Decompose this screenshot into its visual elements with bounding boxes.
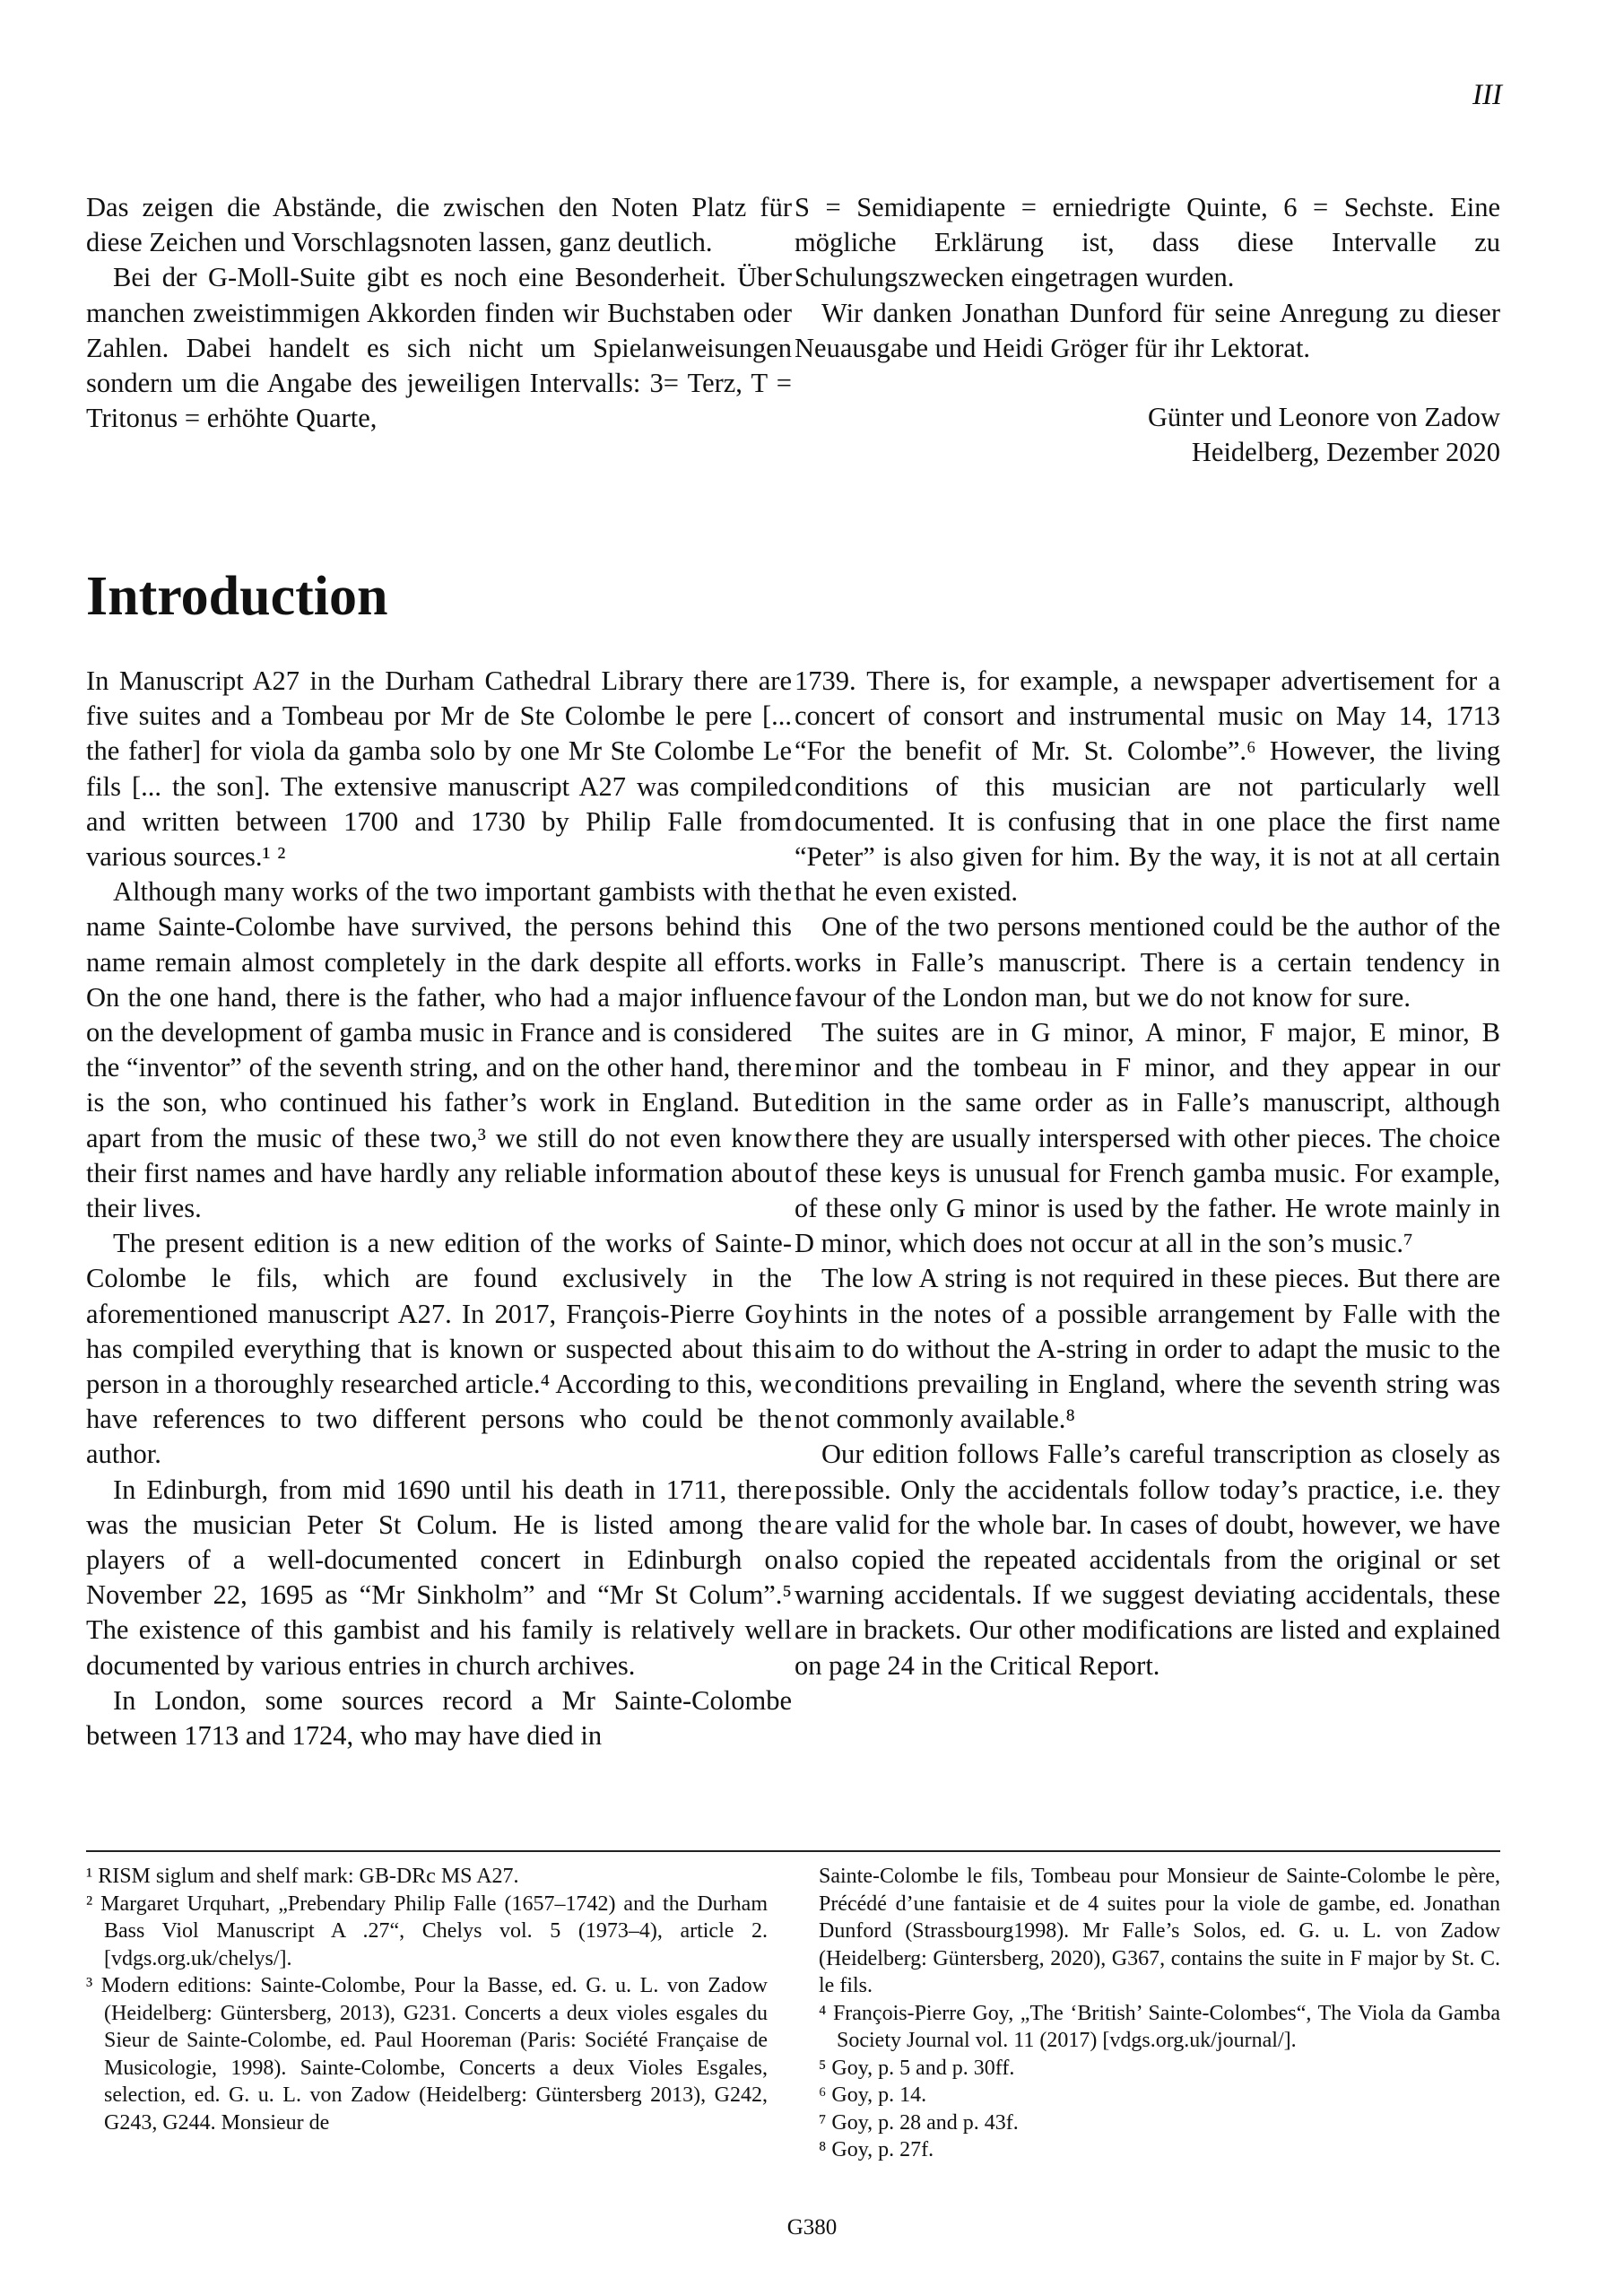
preface-paragraph: Bei der G-Moll-Suite gibt es noch eine Besonderheit. Über manchen zweistimmigen Akkorden finden wir Buchstaben oder Zahlen. Dabei handelt es sich nicht um Spielanweisungen sondern um die Angabe des jeweiligen Intervalls: 3= Terz, T = Tritonus = erhöhte Quarte, bbox=[86, 262, 792, 434]
footnotes-left bbox=[86, 1863, 768, 2136]
catalogue-number: G380 bbox=[786, 2215, 838, 2239]
intro-paragraph: The low A string is not required in these pieces. But there are hints in the notes of a possible arrangement by Falle with the aim to do without the A-string in order to adapt the music to the conditions prevailing in England, where the seventh string was not commonly available.⁸ bbox=[795, 1263, 1500, 1435]
footnote: ⁵ Goy, p. 5 and p. 30ff. bbox=[819, 2056, 1015, 2080]
intro-paragraph: In London, some sources record a Mr Sainte-Colombe between 1713 and 1724, who may have died in bbox=[86, 1684, 792, 1752]
page-number: III bbox=[1472, 79, 1502, 111]
signature-names: Günter und Leonore von Zadow bbox=[1147, 402, 1500, 433]
intro-paragraph: The present edition is a new edition of the works of Sainte-Colombe le fils, which are found exclusively in the aforementioned manuscript A27. In 2017, François-Pierre Goy has compiled everything that is known or suspected about this person in a thoroughly researched article.⁴ According to this, we have references to two different persons who could be the author. bbox=[86, 1228, 792, 1470]
preface-right-column bbox=[795, 190, 1500, 470]
preface-left-column bbox=[86, 190, 792, 436]
footnote: ³ Modern editions: Sainte-Colombe, Pour la Basse, ed. G. u. L. von Zadow (Heidelberg: Güntersberg, 2013), G231. Concerts a deux violes esgales du Sieur de Sainte-Colombe, ed. Paul Hooreman (Paris: Société Française de Musicologie, 1998). Sainte-Colombe, Concerts a deux Violes Esgales, selection, ed. G. u. L. von Zadow (Heidelberg: Güntersberg 2013), G242, G243, G244. Monsieur de bbox=[86, 1974, 768, 2135]
footnote-divider bbox=[86, 1850, 1500, 1852]
intro-paragraph: In Edinburgh, from mid 1690 until his death in 1711, there was the musician Peter St Colum. He is listed among the players of a well-documented concert in Edinburgh on November 22, 1695 as “Mr Sinkholm” and “Mr St Colum”.⁵ The existence of this gambist and his family is relatively well documented by various entries in church archives. bbox=[86, 1474, 792, 1681]
footnote: ² Margaret Urquhart, „Prebendary Philip Falle (1657–1742) and the Durham Bass Viol Manuscript A .27“, Chelys vol. 5 (1973–4), article 2. [vdgs.org.uk/chelys/]. bbox=[86, 1892, 768, 1970]
footnote: ⁴ François-Pierre Goy, „The ‘British’ Sainte-Colombes“, The Viola da Gamba Society Journal vol. 11 (2017) [vdgs.org.uk/journal/]. bbox=[819, 2001, 1500, 2052]
signature-block bbox=[795, 400, 1500, 470]
section-heading: Introduction bbox=[86, 566, 388, 627]
footnote: ⁶ Goy, p. 14. bbox=[819, 2083, 927, 2107]
preface-paragraph: Das zeigen die Abstände, die zwischen den Noten Platz für diese Zeichen und Vorschlagsnoten lassen, ganz deutlich. bbox=[86, 192, 792, 258]
footnote: ⁸ Goy, p. 27f. bbox=[819, 2138, 934, 2161]
intro-paragraph: 1739. There is, for example, a newspaper advertisement for a concert of consort and instrumental music on May 14, 1713 “For the benefit of Mr. St. Colombe”.⁶ However, the living conditions of this musician are not particularly well documented. It is confusing that in one place the first name “Peter” is also given for him. By the way, it is not at all certain that he even existed. bbox=[795, 665, 1500, 908]
intro-right-column bbox=[795, 664, 1500, 1683]
preface-paragraph: Wir danken Jonathan Dunford für seine Anregung zu dieser Neuausgabe und Heidi Gröger für ihr Lektorat. bbox=[795, 297, 1500, 363]
intro-paragraph: One of the two persons mentioned could be the author of the works in Falle’s manuscript. There is a certain tendency in favour of the London man, but we do not know for sure. bbox=[795, 911, 1500, 1013]
footnote-continuation: Sainte-Colombe le fils, Tombeau pour Monsieur de Sainte-Colombe le père, Précédé d’une fantaisie et de 4 suites pour la viole de gambe, ed. Jonathan Dunford (Strassbourg1998). Mr Falle’s Solos, ed. G. u. L. von Zadow (Heidelberg: Güntersberg, 2020), G367, contains the suite in F major by St. C. le fils. bbox=[819, 1865, 1500, 1997]
footnotes-right bbox=[819, 1863, 1500, 2164]
intro-paragraph: Although many works of the two important gambists with the name Sainte-Colombe have survived, the persons behind this name remain almost completely in the dark despite all efforts. On the one hand, there is the father, who had a major influence on the development of gamba music in France and is considered the “inventor” of the seventh string, and on the other hand, there is the son, who continued his father’s work in England. But apart from the music of these two,³ we still do not even know their first names and have hardly any reliable information about their lives. bbox=[86, 876, 792, 1224]
intro-paragraph: The suites are in G minor, A minor, F major, E minor, B minor and the tombeau in F minor, and they appear in our edition in the same order as in Falle’s manuscript, although there they are usually interspersed with other pieces. The choice of these keys is unusual for French gamba music. For example, of these only G minor is used by the father. He wrote mainly in D minor, which does not occur at all in the son’s music.⁷ bbox=[795, 1017, 1500, 1259]
footnote: ¹ RISM siglum and shelf mark: GB-DRc MS A27. bbox=[86, 1865, 519, 1888]
preface-paragraph: S = Semidiapente = erniedrigte Quinte, 6 = Sechste. Eine mögliche Erklärung ist, dass diese Intervalle zu Schulungszwecken eingetragen wurden. bbox=[795, 192, 1500, 293]
footnote: ⁷ Goy, p. 28 and p. 43f. bbox=[819, 2110, 1019, 2135]
intro-paragraph: In Manuscript A27 in the Durham Cathedral Library there are five suites and a Tombeau por Mr de Ste Colombe le pere [... the father] for viola da gamba solo by one Mr Ste Colombe Le fils [... the son]. The extensive manuscript A27 was compiled and written between 1700 and 1730 by Philip Falle from various sources.¹ ² bbox=[86, 665, 792, 873]
signature-place-date: Heidelberg, Dezember 2020 bbox=[1191, 437, 1500, 468]
intro-left-column bbox=[86, 664, 792, 1753]
intro-paragraph: Our edition follows Falle’s careful transcription as closely as possible. Only the accidentals follow today’s practice, i.e. they are valid for the whole bar. In cases of doubt, however, we have also copied the repeated accidentals from the original or set warning accidentals. If we suggest deviating accidentals, these are in brackets. Our other modifications are listed and explained on page 24 in the Critical Report. bbox=[795, 1439, 1500, 1681]
